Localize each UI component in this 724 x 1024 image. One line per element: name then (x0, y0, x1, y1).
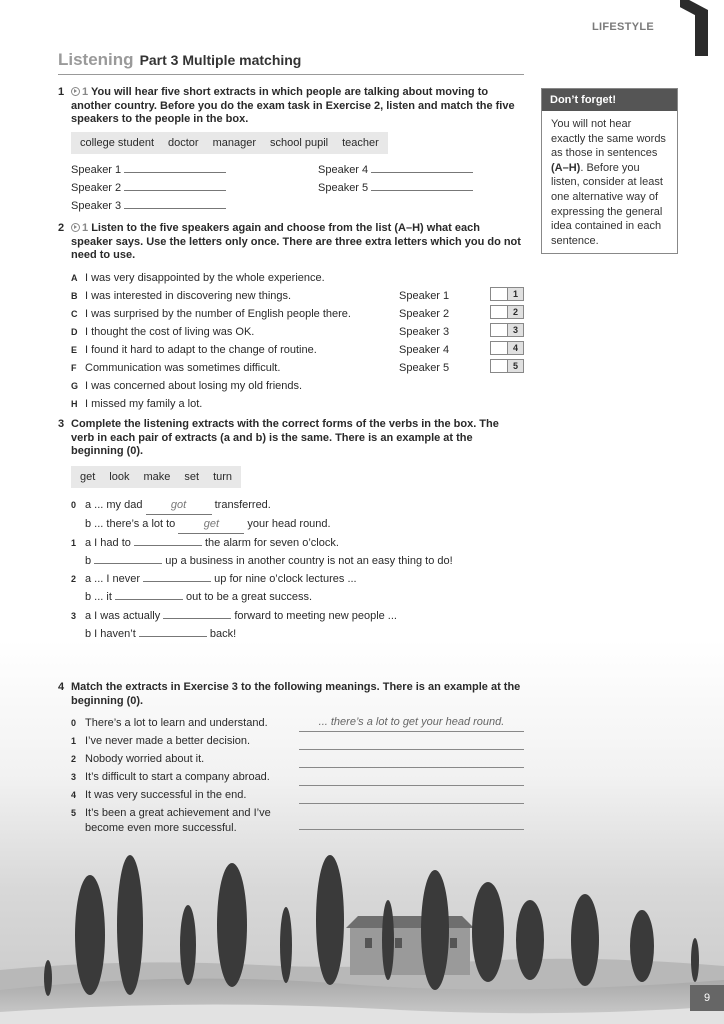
option-letter: E (71, 345, 78, 355)
exercise-3-word-box (71, 466, 241, 488)
gap-fill-line (71, 588, 531, 606)
page-title-main: Listening (58, 50, 134, 69)
tip-text: You will not hear exactly the same words as those in sentences (551, 118, 666, 160)
answer-box[interactable] (490, 341, 524, 355)
gap-fill-line (71, 496, 531, 515)
word-box-item: make (143, 471, 171, 483)
exercise-4-text: Match the extracts in Exercise 3 to the following meanings. There is an example at the beginning (0). (71, 681, 521, 707)
option-row (71, 305, 351, 323)
option-text: I found it hard to adapt to the change of routine. (85, 344, 317, 356)
exercise-2-text: Listen to the five speakers again and choose from the list (A–H) what each speaker says. Use the letters only once. There are three extra letters which you do not need to use. (71, 222, 521, 261)
gap-text: forward to meeting new people ... (234, 609, 397, 622)
option-letter: H (71, 399, 78, 409)
gap-fill-line (71, 515, 531, 534)
meaning-text: It’s difficult to start a company abroad. (85, 771, 270, 783)
option-row (71, 377, 351, 395)
option-text: I missed my family a lot. (85, 398, 203, 410)
answer-blank[interactable] (115, 590, 183, 600)
speaker-label: Speaker 1 (399, 290, 450, 302)
audio-icon[interactable] (71, 223, 80, 232)
item-number: 3 (71, 610, 77, 621)
option-letter: G (71, 381, 79, 391)
tip-box-title: Don’t forget! (542, 89, 677, 111)
option-text: I was interested in discovering new things. (85, 290, 292, 302)
answer-blank[interactable] (371, 163, 473, 173)
gap-text: the alarm for seven o’clock. (205, 537, 339, 550)
answer-box-number: 3 (507, 324, 523, 336)
example-answer: got (146, 496, 212, 515)
page-title-sub: Part 3 Multiple matching (139, 52, 302, 68)
gap-fill-line (71, 534, 531, 552)
exercise-number: 2 (58, 222, 65, 234)
gap-text: up for nine o’clock lectures ... (214, 573, 357, 586)
answer-box[interactable] (490, 359, 524, 373)
answer-box[interactable] (490, 305, 524, 319)
tip-text: . Before you listen, consider at least one alternative way of expressing the general idea contained in each sentence. (551, 161, 663, 247)
meaning-text: There’s a lot to learn and understand. (85, 717, 268, 729)
answer-box-number: 5 (507, 360, 523, 372)
speaker-answer-row (318, 181, 473, 194)
answer-blank[interactable] (124, 199, 226, 209)
option-letter: C (71, 309, 78, 319)
word-box-item: look (109, 471, 130, 483)
item-number: 0 (71, 500, 77, 510)
page-number: 9 (690, 985, 724, 1011)
tip-text-bold: (A–H) (551, 161, 581, 174)
speaker-label: Speaker 4 (399, 344, 450, 356)
gap-fill-line (71, 607, 531, 625)
example-answer: ... there’s a lot to get your head round. (299, 714, 524, 732)
unit-number-badge (680, 0, 724, 56)
option-row (71, 269, 351, 287)
meaning-row (71, 806, 291, 836)
meaning-row (71, 750, 291, 768)
answer-blank[interactable] (163, 609, 231, 619)
exercise-number: 3 (58, 418, 65, 430)
gap-text: up a business in another country is not an easy thing to do! (165, 555, 453, 568)
title-divider (58, 74, 524, 75)
option-text: Communication was sometimes difficult. (85, 362, 281, 374)
gap-text: a ... I never (85, 573, 141, 586)
answer-blank[interactable] (124, 163, 226, 173)
exercise-number: 1 (58, 86, 65, 98)
gap-text: b ... there’s a lot to (85, 518, 176, 531)
speaker-label: Speaker 1 (71, 164, 122, 176)
section-label: LIFESTYLE (592, 21, 654, 33)
answer-blank[interactable] (94, 554, 162, 564)
meaning-row (71, 714, 291, 732)
exercise-2-speaker-list (399, 287, 449, 377)
meaning-text: It’s been a great achievement and I’ve become even more successful. (85, 807, 271, 834)
option-row (71, 323, 351, 341)
answer-blank[interactable] (124, 181, 226, 191)
word-box-item: set (184, 471, 200, 483)
answer-blank[interactable] (143, 572, 211, 582)
meaning-text: Nobody worried about it. (85, 753, 205, 765)
word-box-item: manager (212, 137, 256, 149)
answer-blank[interactable] (134, 536, 202, 546)
word-box-item: get (80, 471, 96, 483)
option-letter: D (71, 327, 78, 337)
option-text: I thought the cost of living was OK. (85, 326, 255, 338)
speaker-label: Speaker 5 (318, 182, 369, 194)
item-number: 5 (71, 808, 77, 818)
gap-text: back! (209, 627, 237, 640)
exercise-2-options (71, 269, 351, 413)
gap-text: b (85, 555, 92, 568)
item-number: 1 (71, 538, 77, 549)
gap-text: your head round. (247, 518, 331, 531)
gap-text: b I haven’t (85, 627, 136, 640)
dont-forget-tip-box (541, 88, 678, 254)
option-row (71, 341, 351, 359)
exercise-1-instructions (58, 86, 524, 127)
exercise-4-meanings (71, 714, 291, 836)
answer-line[interactable] (299, 732, 524, 750)
word-box-item: doctor (168, 137, 199, 149)
gap-text: a I had to (85, 537, 131, 550)
item-number: 4 (71, 790, 77, 800)
item-number: 3 (71, 772, 77, 782)
exercise-3-text: Complete the listening extracts with the correct forms of the verbs in the box. The verb in each pair of extracts (a and b) is the same. There is an example at the beginning (0). (71, 418, 499, 457)
item-number: 2 (71, 754, 77, 764)
word-box-item: school pupil (270, 137, 329, 149)
exercise-2-instructions (58, 222, 524, 263)
option-letter: B (71, 291, 78, 301)
option-letter: F (71, 363, 77, 373)
answer-box[interactable] (490, 323, 524, 337)
speaker-label: Speaker 2 (399, 308, 450, 320)
item-number: 0 (71, 718, 77, 728)
gap-text: a ... my dad (85, 499, 143, 511)
exercise-1-text: You will hear five short extracts in which people are talking about moving to another country. Before you do the exam task in Exercise 2, listen and match the five speakers to the people in the box. (71, 86, 515, 125)
gap-text: a I was actually (85, 609, 161, 622)
answer-box[interactable] (490, 287, 524, 301)
gap-text: transferred. (214, 499, 271, 511)
tip-box-body (542, 111, 677, 254)
speaker-label: Speaker 3 (399, 326, 450, 338)
answer-line[interactable] (299, 786, 524, 804)
answer-line[interactable] (299, 750, 524, 768)
exercise-1-word-box (71, 132, 388, 154)
answer-box-number: 1 (507, 288, 523, 300)
option-text: I was very disappointed by the whole experience. (85, 272, 325, 284)
example-answer: get (178, 515, 244, 534)
option-row (71, 395, 351, 413)
answer-blank[interactable] (139, 627, 207, 637)
gap-fill-line (71, 552, 531, 570)
speaker-label: Speaker 2 (71, 182, 122, 194)
gap-fill-line (71, 570, 531, 588)
gap-text: b ... it (85, 591, 112, 604)
speaker-answer-row (71, 199, 226, 212)
meaning-row (71, 786, 291, 804)
item-number: 2 (71, 574, 77, 585)
exercise-number: 4 (58, 681, 65, 693)
answer-box-number: 2 (507, 306, 523, 318)
exercise-4-answer-lines (299, 714, 524, 830)
meaning-text: It was very successful in the end. (85, 789, 247, 801)
speaker-answer-row (71, 181, 226, 194)
audio-track-number: 1 (82, 222, 89, 234)
option-row (71, 359, 351, 377)
audio-icon[interactable] (71, 87, 80, 96)
exercise-3-instructions (58, 418, 524, 459)
speaker-answer-row (318, 163, 473, 176)
meaning-row (71, 768, 291, 786)
answer-line[interactable] (299, 768, 524, 786)
speaker-answer-row (71, 163, 226, 176)
option-letter: A (71, 273, 78, 283)
option-text: I was surprised by the number of English people there. (85, 308, 351, 320)
option-row (71, 287, 351, 305)
speaker-label: Speaker 5 (399, 362, 450, 374)
answer-line[interactable] (299, 804, 524, 830)
exercise-4-instructions (58, 681, 524, 708)
gap-text: out to be a great success. (186, 591, 312, 604)
exercise-2-answer-boxes (490, 287, 524, 373)
option-text: I was concerned about losing my old friends. (85, 380, 303, 392)
speaker-label: Speaker 4 (318, 164, 369, 176)
word-box-item: college student (80, 137, 154, 149)
page-title (58, 50, 301, 70)
answer-box-number: 4 (507, 342, 523, 354)
item-number: 1 (71, 736, 77, 746)
meaning-row (71, 732, 291, 750)
audio-track-number: 1 (82, 86, 89, 98)
word-box-item: teacher (342, 137, 379, 149)
answer-blank[interactable] (371, 181, 473, 191)
word-box-item: turn (213, 471, 233, 483)
meaning-text: I’ve never made a better decision. (85, 735, 251, 747)
speaker-label: Speaker 3 (71, 200, 122, 212)
